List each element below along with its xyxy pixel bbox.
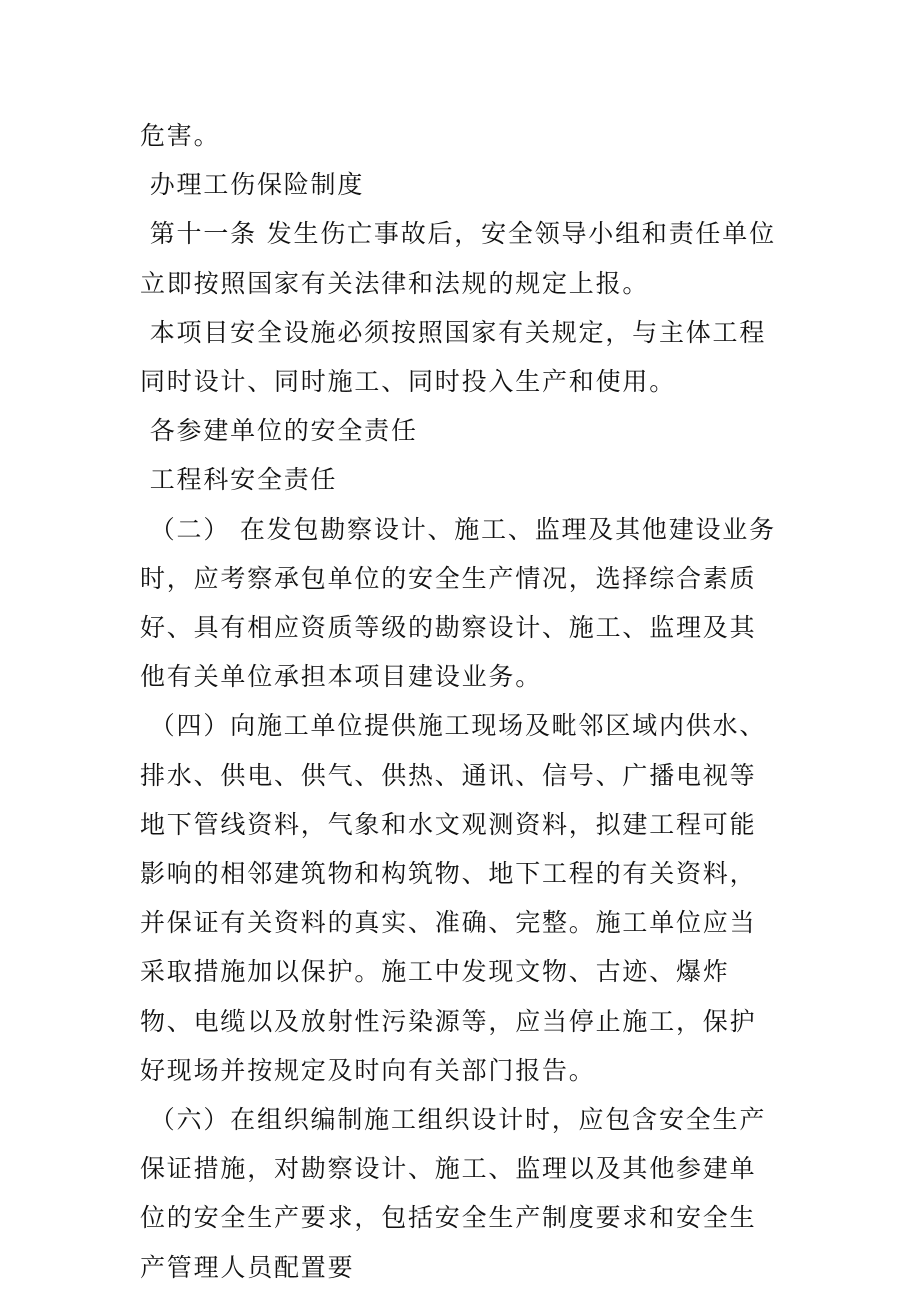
paragraph-participating-units-heading: 各参建单位的安全责任	[140, 416, 418, 446]
paragraph-item-two: （二） 在发包勘察设计、施工、监理及其他建设业务时，应考察承包单位的安全生产情况，选择综合素质好、具有相应资质等级的勘察设计、施工、监理及其他有关单位承担本项目建设业务。	[140, 514, 776, 692]
paragraph-engineering-dept-heading: 工程科安全责任	[140, 465, 338, 495]
paragraph-item-four: （四）向施工单位提供施工现场及毗邻区域内供水、排水、供电、供气、供热、通讯、信号、广播电视等地下管线资料，气象和水文观测资料，拟建工程可能影响的相邻建筑物和构筑物、地下工程的有关资料，并保证有关资料的真实、准确、完整。施工单位应当采取措施加以保护。施工中发现文物、古迹、爆炸物、电缆以及放射性污染源等，应当停止施工，保护好现场并按规定及时向有关部门报告。	[140, 711, 767, 1085]
document-body	[140, 111, 780, 1292]
paragraph-article-eleven: 第十一条 发生伤亡事故后，安全领导小组和责任单位立即按照国家有关法律和法规的规定上报。	[140, 219, 776, 298]
paragraph-item-six: （六）在组织编制施工组织设计时，应包含安全生产保证措施，对勘察设计、施工、监理以及其他参建单位的安全生产要求，包括安全生产制度要求和安全生产管理人员配置要	[140, 1105, 767, 1282]
paragraph-safety-facilities: 本项目安全设施必须按照国家有关规定，与主体工程同时设计、同时施工、同时投入生产和使用。	[140, 317, 767, 397]
paragraph-work-injury-insurance-heading: 办理工伤保险制度	[140, 170, 365, 200]
paragraph-hazard-end: 危害。	[140, 121, 221, 150]
